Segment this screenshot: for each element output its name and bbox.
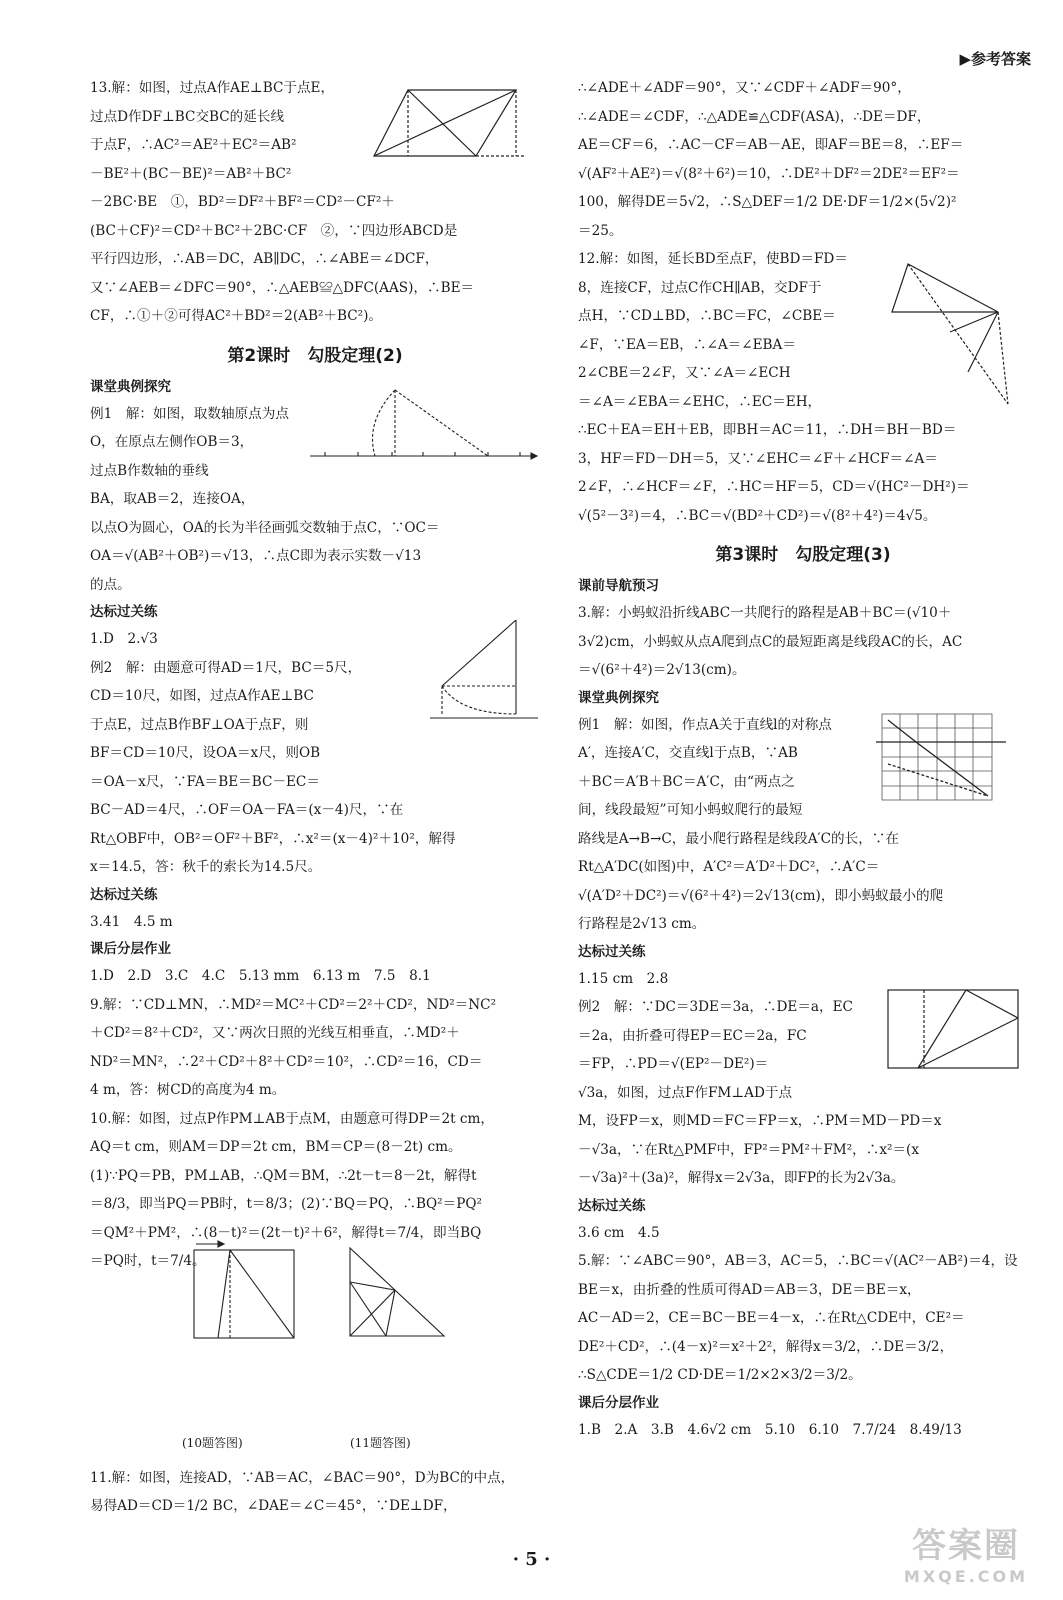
text-line: ∴S△CDE＝1/2 CD·DE＝1/2×2×3/2＝3/2。: [578, 1367, 862, 1383]
text-line: AC－AD＝2，CE＝BC－BE＝4－x，∴在Rt△CDE中，CE²＝: [578, 1310, 965, 1326]
sub-heading: 课后分层作业: [90, 941, 171, 957]
text-line: ＝QM²＋PM²，∴(8－t)²＝(2t－t)²＋6²，解得t＝7/4，即当BQ: [90, 1224, 482, 1241]
text-line: ＝PQ时，t＝7/4。: [90, 1253, 206, 1269]
q5-block: [578, 1247, 1028, 1390]
left-column: [90, 74, 540, 1521]
text-line: 8，连接CF，过点C作CH∥AB，交DF于: [578, 279, 822, 296]
text-line: －√3a)²＋(3a)²，解得x＝2√3a，即FP的长为2√3a。: [578, 1170, 905, 1186]
answer-line: 1.15 cm 2.8: [578, 970, 669, 987]
text-line: 2∠F，∴∠HCF＝∠F，∴HC＝HF＝5，CD＝√(HC²－DH²)＝: [578, 479, 970, 495]
text-line: ＋BC＝A′B＋BC＝A′C，由“两点之: [578, 773, 795, 790]
text-line: 9.解：∵CD⊥MN，∴MD²＝MC²＋CD²＝2²＋CD²，ND²＝NC²: [90, 996, 497, 1013]
text-line: ＝√(6²＋4²)＝2√13(cm)。: [578, 662, 746, 678]
sub-heading: 达标过关练: [578, 1197, 646, 1214]
answer-line: 1.B 2.A 3.B 4.6√2 cm 5.10 6.10 7.7/24 8.49/13: [578, 1421, 962, 1438]
q3-block: [578, 599, 1028, 685]
text-line: ND²＝MN²，∴2²＋CD²＋8²＋CD²＝10²，∴CD²＝16，CD＝: [90, 1053, 483, 1070]
text-line: 例1 解：如图，取数轴原点为点: [90, 405, 289, 422]
text-line: ∠F，∵EA＝EB，∴∠A＝∠EBA＝: [578, 336, 796, 353]
figures-10-11: [90, 1276, 540, 1464]
text-line: (1)∵PQ＝PB，PM⊥AB，∴QM＝BM，∴2t－t＝8－2t，解得t: [90, 1167, 477, 1184]
sub-heading: 课前导航预习: [578, 578, 659, 594]
text-line: BF＝CD＝10尺，设OA＝x尺，则OB: [90, 745, 321, 761]
text-line: ＝2a，由折叠可得EP＝EC＝2a，FC: [578, 1027, 807, 1044]
answer-line: 1.D 2.D 3.C 4.C 5.13 mm 6.13 m 7.5 8.1: [90, 968, 431, 984]
sub-heading: 达标过关练: [578, 943, 646, 960]
page-number: · 5 ·: [512, 1549, 551, 1570]
text-line: 于点E，过点B作BF⊥OA于点F，则: [90, 716, 309, 733]
text-line: －2BC·BE ①，BD²＝DF²＋BF²＝CD²－CF²＋: [90, 194, 395, 210]
text-line: BA，取AB＝2，连接OA，: [90, 491, 255, 507]
text-line: 11.解：如图，连接AD，∵AB＝AC，∠BAC＝90°，D为BC的中点，: [90, 1469, 515, 1486]
sub-heading: 课堂典例探究: [578, 689, 659, 706]
number-line-figure: [305, 382, 543, 482]
text-line: x＝14.5，答：秋千的索长为14.5尺。: [90, 859, 322, 875]
text-line: 12.解：如图，延长BD至点F，使BD＝FD＝: [578, 251, 848, 267]
text-line: 过点D作DF⊥BC交BC的延长线: [90, 108, 285, 125]
q9-block: [90, 991, 540, 1105]
triangle-figure-12: [880, 254, 1030, 414]
text-line: AE＝CF＝6，∴AC－CF＝AB－AE，即AF＝BE＝8，∴EF＝: [578, 137, 964, 153]
text-line: √3a，如图，过点F作FM⊥AD于点: [578, 1084, 793, 1101]
q11-block: [90, 1464, 540, 1521]
text-line: O，在原点左侧作OB＝3，: [90, 434, 254, 450]
text-line: M，设FP＝x，则MD＝FC＝FP＝x，∴PM＝MD－PD＝x: [578, 1113, 942, 1129]
text-line: 3.解：小蚂蚁沿折线ABC一共爬行的路程是AB＋BC＝(√10＋: [578, 605, 952, 621]
sub-heading: 达标过关练: [90, 604, 158, 620]
sub-heading: 课堂典例探究: [90, 378, 171, 395]
grid-figure: [876, 710, 1008, 806]
answer-line: 3.41 4.5 m: [90, 913, 173, 930]
folded-rectangle-figure: [878, 980, 1028, 1076]
text-line: ＝FP，∴PD＝√(EP²－DE²)＝: [578, 1056, 769, 1072]
text-line: 10.解：如图，过点P作PM⊥AB于点M，由题意可得DP＝2t cm，: [90, 1110, 495, 1127]
watermark-logo: [891, 1518, 1041, 1584]
figure-caption: (10题答图): [182, 1435, 243, 1450]
text-line: 4 m，答：树CD的高度为4 m。: [90, 1082, 286, 1098]
text-line: 5.解：∵∠ABC＝90°，AB＝3，AC＝5，∴BC＝√(AC²－AB²)＝4，设: [578, 1253, 1018, 1269]
text-line: 例2 解：由题意可得AD＝1尺，BC＝5尺，: [90, 659, 362, 676]
q11-cont-block: [578, 74, 1028, 245]
text-line: 3，HF＝FD－DH＝5，又∵∠EHC＝∠F＋∠HCF＝∠A＝: [578, 450, 938, 467]
watermark-text: 答案圈: [912, 1526, 1020, 1566]
section-title: 第2课时 勾股定理(2): [227, 345, 403, 366]
rectangle-figure-10: [182, 1240, 310, 1350]
text-line: ∴EC＋EA＝EH＋EB，即BH＝AC＝11，∴DH＝BH－BD＝: [578, 422, 957, 438]
text-line: 点H，∵CD⊥BD，∴BC＝FC，∠CBE＝: [578, 308, 836, 324]
header-label: ▶参考答案: [959, 50, 1031, 68]
text-line: √(A′D²＋DC²)＝√(6²＋4²)＝2√13(cm)，即小蚂蚁最小的爬: [578, 887, 944, 904]
section-title: 第3课时 勾股定理(3): [715, 545, 891, 565]
text-line: －BE²＋(BC－BE)²＝AB²＋BC²: [90, 165, 292, 182]
sub-heading: 达标过关练: [90, 886, 158, 903]
text-line: Rt△A′DC(如图)中，A′C²＝A′D²＋DC²，∴A′C＝: [578, 859, 880, 875]
text-line: BC－AD＝4尺，∴OF＝OA－FA＝(x－4)尺，∵在: [90, 802, 404, 818]
text-line: CD＝10尺，如图，过点A作AE⊥BC: [90, 688, 314, 704]
figure-caption: (11题答图): [350, 1435, 411, 1450]
text-line: 3√2)cm，小蚂蚁从点A爬到点C的最短距离是线段AC的长，AC: [578, 633, 963, 650]
text-line: √(5²－3²)＝4，∴BC＝√(BD²＋CD²)＝√(8²＋4²)＝4√5。: [578, 507, 937, 524]
text-line: AQ＝t cm，则AM＝DP＝2t cm，BM＝CP＝(8－2t) cm。: [90, 1139, 462, 1155]
text-line: ＝OA－x尺，∵FA＝BE＝BC－EC＝: [90, 773, 320, 790]
text-line: 平行四边形，∴AB＝DC，AB∥DC，∴∠ABE＝∠DCF，: [90, 251, 439, 267]
answer-line: 3.6 cm 4.5: [578, 1224, 660, 1241]
text-line: ＝∠A＝∠EBA＝∠EHC，∴EC＝EH，: [578, 393, 822, 410]
text-line: 间，线段最短”可知小蚂蚁爬行的最短: [578, 802, 803, 818]
text-line: ＝8/3，即当PQ＝PB时，t＝8/3；(2)∵BQ＝PQ，∴BQ²＝PQ²: [90, 1196, 482, 1212]
text-line: ∴∠ADE＝∠CDF，∴△ADE≌△CDF(ASA)，∴DE＝DF，: [578, 108, 931, 125]
sub-heading: 课后分层作业: [578, 1394, 659, 1411]
text-line: DE²＋CD²，∴(4－x)²＝x²＋2²，解得x＝3/2，∴DE＝3/2，: [578, 1338, 954, 1355]
answer-line: 1.D 2.√3: [90, 631, 158, 647]
text-line: ∴∠ADE＋∠ADF＝90°，又∵∠CDF＋∠ADF＝90°，: [578, 80, 911, 96]
text-line: 例2 解：∵DC＝3DE＝3a，∴DE＝a，EC: [578, 999, 853, 1015]
text-line: 又∵∠AEB＝∠DFC＝90°，∴△AEB≌△DFC(AAS)，∴BE＝: [90, 279, 475, 296]
text-line: 行路程是2√13 cm。: [578, 916, 706, 932]
text-line: Rt△OBF中，OB²＝OF²＋BF²，∴x²＝(x－4)²＋10²，解得: [90, 830, 456, 847]
text-line: √(AF²＋AE²)＝√(8²＋6²)＝10，∴DE²＋DF²＝2DE²＝EF²＝: [578, 165, 960, 182]
text-line: 于点F，∴AC²＝AE²＋EC²＝AB²: [90, 137, 297, 153]
text-line: 2∠CBE＝2∠F，又∵∠A＝∠ECH: [578, 365, 791, 381]
text-line: CF，∴①＋②可得AC²＋BD²＝2(AB²＋BC²)。: [90, 308, 382, 324]
text-line: OA＝√(AB²＋OB²)＝√13，∴点C即为表示实数－√13: [90, 548, 422, 564]
text-line: ＝25。: [578, 222, 623, 239]
swing-figure: [420, 614, 540, 732]
text-line: 过点B作数轴的垂线: [90, 462, 209, 479]
text-line: ＋CD²＝8²＋CD²，又∵两次日照的光线互相垂直，∴MD²＋: [90, 1025, 460, 1041]
text-line: 例1 解：如图，作点A关于直线l的对称点: [578, 716, 832, 733]
parallelogram-figure: [368, 82, 533, 172]
text-line: 100，解得DE＝5√2，∴S△DEF＝1/2 DE·DF＝1/2×(5√2)²: [578, 194, 957, 210]
text-line: (BC＋CF)²＝CD²＋BC²＋2BC·CF ②，∵四边形ABCD是: [90, 222, 458, 239]
watermark-url: MXQE.COM: [903, 1567, 1029, 1586]
q10-block: [90, 1105, 540, 1276]
text-line: 13.解：如图，过点A作AE⊥BC于点E，: [90, 80, 335, 96]
triangle-figure-11: [340, 1240, 455, 1352]
text-line: 路线是A→B→C，最小爬行路程是线段A′C的长，∵在: [578, 830, 899, 847]
text-line: 易得AD＝CD＝1/2 BC，∠DAE＝∠C＝45°，∵DE⊥DF，: [90, 1498, 457, 1514]
text-line: A′，连接A′C，交直线l于点B，∵AB: [578, 745, 798, 761]
text-line: BE＝x，由折叠的性质可得AD＝AB＝3，DE＝BE＝x，: [578, 1281, 921, 1298]
text-line: －√3a，∵在Rt△PMF中，FP²＝PM²＋FM²，∴x²＝(x: [578, 1141, 920, 1158]
text-line: 的点。: [90, 576, 131, 593]
text-line: 以点O为圆心，OA的长为半径画弧交数轴于点C，∵OC＝: [90, 519, 440, 536]
